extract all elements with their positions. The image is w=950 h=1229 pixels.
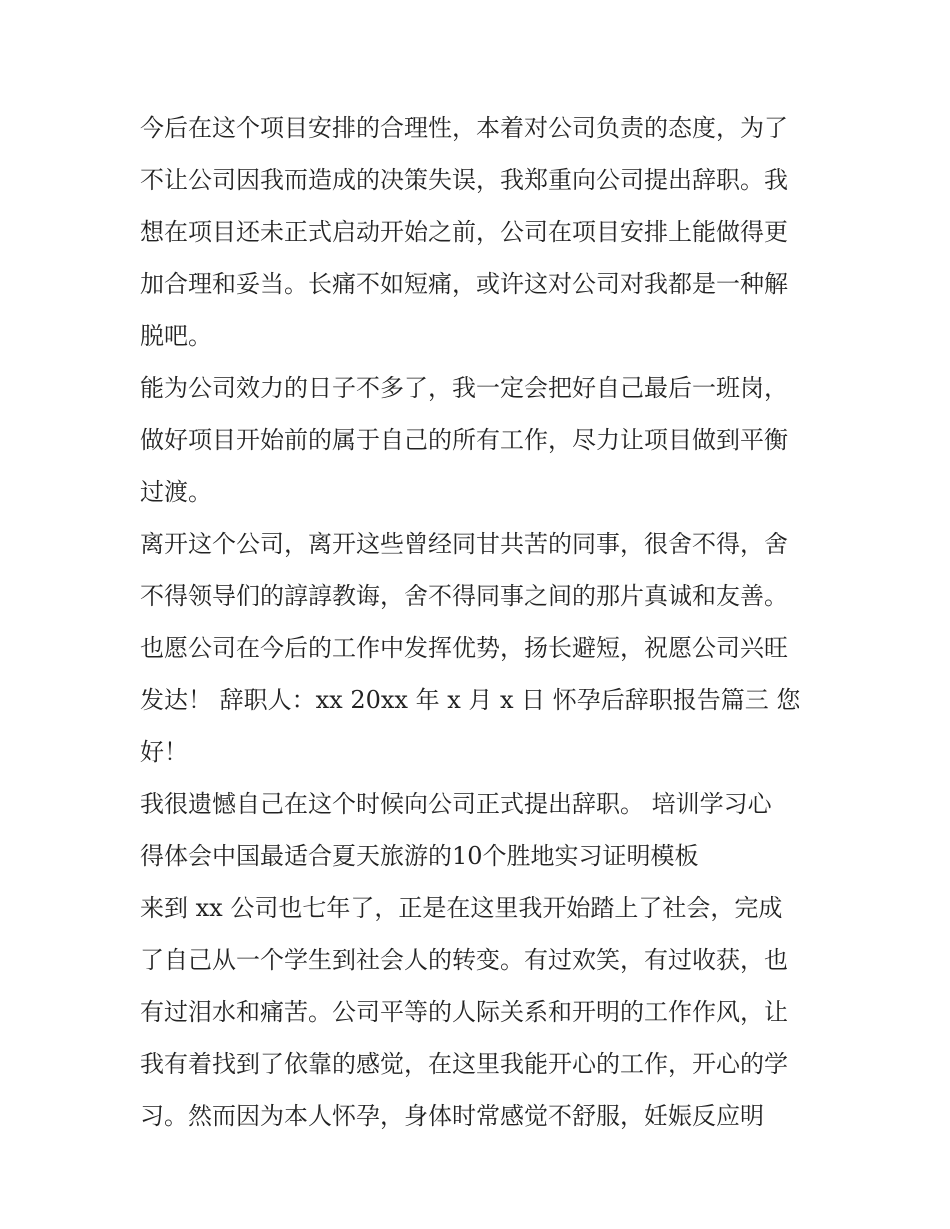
text-line: 习。然而因为本人怀孕，身体时常感觉不舒服，妊娠反应明: [140, 1102, 764, 1130]
text-line: 不得领导们的諄諄教诲，舍不得同事之间的那片真诚和友善。: [140, 582, 788, 610]
text-line: 加合理和妥当。长痛不如短痛，或许这对公司对我都是一种解: [140, 270, 788, 298]
document-body: [140, 102, 820, 1142]
text-line: 我有着找到了依靠的感觉，在这里我能开心的工作，开心的学: [140, 1050, 788, 1078]
text-line: 发达！ 辞职人：xx 20xx 年 x 月 x 日 怀孕后辞职报告篇三 您: [140, 686, 801, 714]
text-line: 离开这个公司，离开这些曾经同甘共苦的同事，很舍不得，舍: [140, 530, 788, 558]
text-line: 想在项目还未正式启动开始之前，公司在项目安排上能做得更: [140, 218, 788, 246]
text-line: 不让公司因我而造成的决策失误，我郑重向公司提出辞职。我: [140, 166, 788, 194]
text-line: 得体会中国最适合夏天旅游的10个胜地实习证明模板: [140, 842, 699, 870]
text-line: 今后在这个项目安排的合理性，本着对公司负责的态度，为了: [140, 114, 788, 142]
text-line: 过渡。: [140, 478, 212, 506]
text-line: 有过泪水和痛苦。公司平等的人际关系和开明的工作作风，让: [140, 998, 788, 1026]
text-line: 做好项目开始前的属于自己的所有工作，尽力让项目做到平衡: [140, 426, 788, 454]
text-line: 也愿公司在今后的工作中发挥优势，扬长避短，祝愿公司兴旺: [140, 634, 788, 662]
text-line: 能为公司效力的日子不多了，我一定会把好自己最后一班岗，: [140, 374, 788, 402]
text-line: 好！: [140, 738, 188, 766]
text-line: 脱吧。: [140, 322, 212, 350]
text-line: 来到 xx 公司也七年了，正是在这里我开始踏上了社会，完成: [140, 894, 783, 922]
text-line: 我很遗憾自己在这个时候向公司正式提出辞职。 培训学习心: [140, 790, 772, 818]
text-line: 了自己从一个学生到社会人的转变。有过欢笑，有过收获，也: [140, 946, 788, 974]
